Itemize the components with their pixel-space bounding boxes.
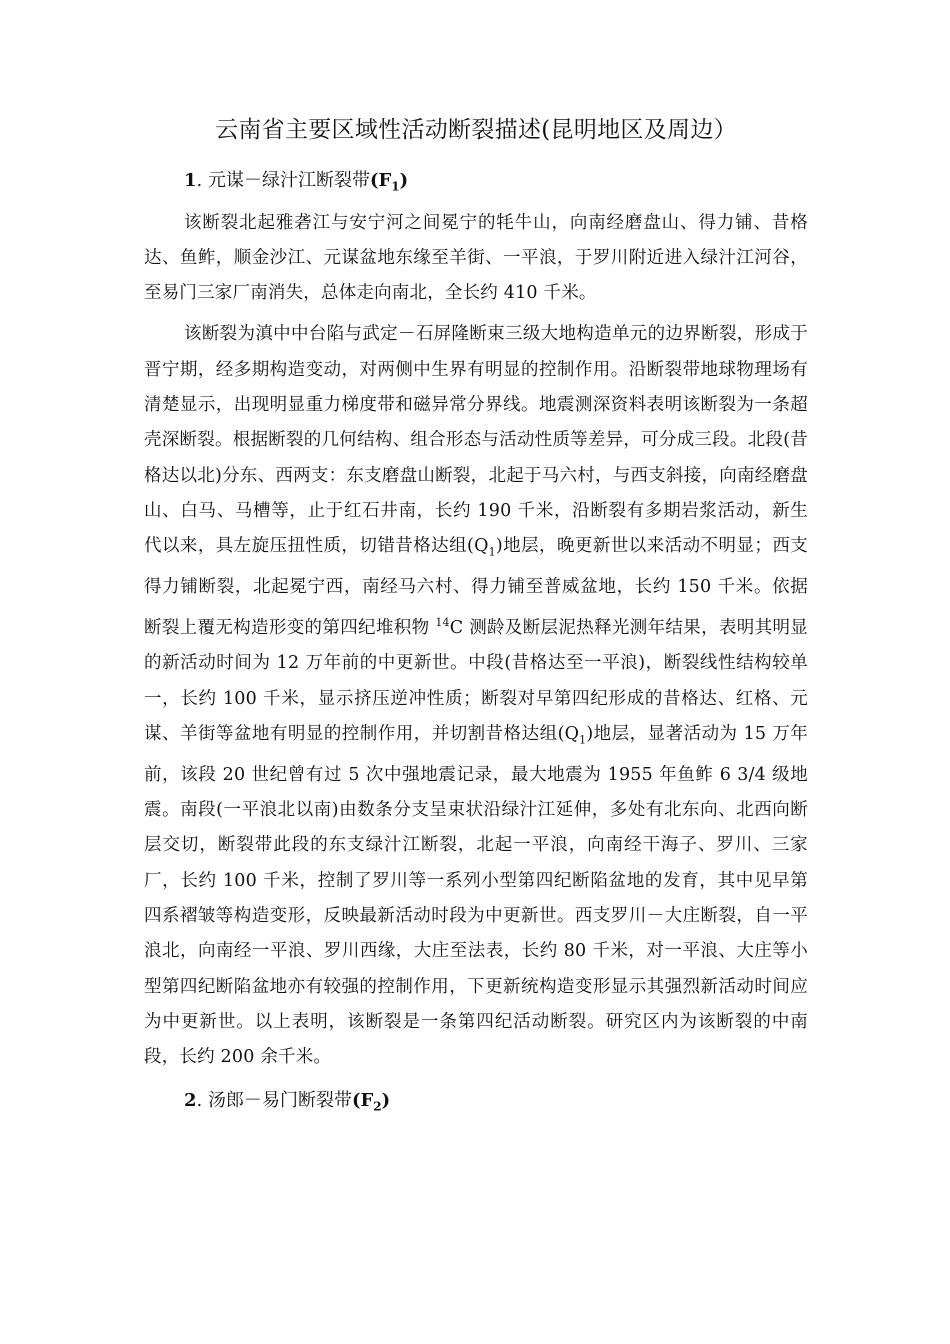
section-number: 2 [184,1089,197,1111]
section-number: 1 [184,170,197,191]
section-heading-2 [144,1082,808,1126]
paragraph-2: 该断裂为滇中中台陷与武定－石屏隆断束三级大地构造单元的边界断裂，形成于晋宁期，经多期构造变动，对两侧中生界有明显的控制作用。沿断裂带地球物理场有清楚显示，出现明显重力梯度带和磁异常分界线。地震测深资料表明该断裂为一条超壳深断裂。根据断裂的几何结构、组合形态与活动性质等差异，可分成三段。北段(昔格达以北)分东、西两支：东支磨盘山断裂，北起于马六村，与西支斜接，向南经磨盘山、白马、马槽等，止于红石井南，长约 190 千米，沿断裂有多期岩浆活动，新生代以来，具左旋压扭性质，切错昔格达组$(Q_1)$地层，晚更新世以来活动不明显；西支得力铺断裂，北起冕宁西，南经马六村、得力铺至普威盆地，长约 150 千米。依据断裂上覆无构造形变的第四纪堆积物 $^{14}$C 测龄及断层泥热释光测年结果，表明其明显的新活动时间为 12 万年前的中更新世。中段(昔格达至一平浪)，断裂线性结构较单一，长约 100 千米，显示挤压逆冲性质；断裂对早第四纪形成的昔格达、红格、元谋、羊街等盆地有明显的控制作用，并切割昔格达组$(Q_1)$地层，显著活动为 15 万年前，该段 20 世纪曾有过 5 次中强地震记录，最大地震为 1955 年鱼鲊 6 3/4 级地震。南段(一平浪北以南)由数条分支呈束状沿绿汁江延伸，多处有北东向、北西向断层交切，断裂带此段的东支绿汁江断裂，北起一平浪，向南经干海子、罗川、三家厂，长约 100 千米，控制了罗川等一系列小型第四纪断陷盆地的发育，其中见早第四系褶皱等构造变形，反映最新活动时段为中更新世。西支罗川－大庄断裂，自一平浪北，向南经一平浪、罗川西缘，大庄至法表，长约 80 千米，对一平浪、大庄等小型第四纪断陷盆地亦有较强的控制作用，下更新统构造变形显示其强烈新活动时间应为中更新世。以上表明，该断裂是一条第四纪活动断裂。研究区内为该断裂的中南段，长约 200 余千米。 [144,324,808,1068]
section-name: . 元谋－绿汁江断裂带 [196,170,370,191]
section-name: . 汤郎－易门断裂带 [196,1089,352,1111]
section-code: $(F_1)$ [369,170,409,194]
document-page [144,110,808,1125]
section-heading-1 [144,162,808,206]
paragraph-1: 该断裂北起雅砻江与安宁河之间冕宁的牦牛山，向南经磨盘山、得力铺、昔格达、鱼鲊，顺金沙江、元谋盆地东缘至羊街、一平浪，于罗川附近进入绿汁江河谷，至易门三家厂南消失，总体走向南北，全长约 410 千米。 [144,212,808,304]
section-code: $(F_2)$ [351,1089,391,1114]
document-title: 云南省主要区域性活动断裂描述(昆明地区及周边） [215,117,737,143]
